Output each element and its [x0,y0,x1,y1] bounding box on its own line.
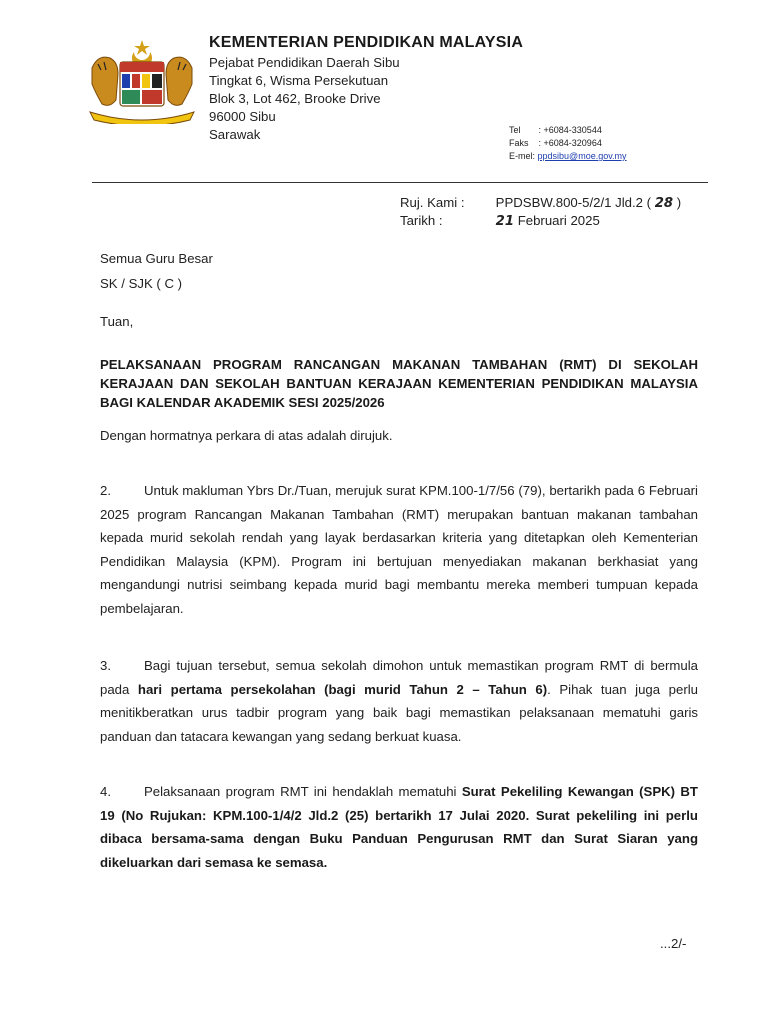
reference-row [400,194,681,212]
paragraph-4 [100,780,698,874]
address-line: Pejabat Pendidikan Daerah Sibu [209,55,400,70]
date-value: Februari 2025 [517,213,600,228]
handwritten-day: 21 [495,214,515,229]
paragraph-emphasis: hari pertama persekolahan (bagi murid Tahun 2 – Tahun 6) [137,681,548,697]
recipient-line: SK / SJK ( C ) [100,276,183,291]
address-line: Blok 3, Lot 462, Brooke Drive [209,91,381,106]
fax-value: : +6084-320964 [538,138,602,148]
reference-value: PPDSBW.800-5/2/1 Jld.2 ( [495,195,652,210]
paragraph-emphasis: Surat Pekeliling Kewangan (SPK) BT 19 (No Rujukan: KPM.100-1/4/2 Jld.2 (25) bertarikh 17 Julai 2020. Surat pekeliling ini perlu dibaca bersama-sama dengan Buku Panduan Pengurusan RMT dan Surat Siaran yang dikeluarkan dari semasa ke semasa. [100,784,698,870]
paragraph-number: 2. [100,483,111,498]
paragraph-text: Untuk makluman Ybrs Dr./Tuan, merujuk surat KPM.100-1/7/56 (79), bertarikh pada 6 Februari 2025 program Rancangan Makanan Tambahan (RMT) merupakan bantuan makanan tambahan kepada murid sekolah rendah yang layak berdasarkan kriteria yang ditetapkan oleh Kementerian Pendidikan Malaysia (KPM). Program ini bertujuan menyediakan makanan berkhasiat yang mengandungi nutrisi seimbang kepada murid bagi membantu mereka memberi tumpuan kepada pembelajaran. [100,483,698,616]
recipient-block [100,246,213,296]
paragraph-number: 3. [100,658,111,673]
fax-label: Faks [509,138,529,148]
page-continuation: ...2/- [660,936,687,951]
paragraph-2 [100,479,698,620]
email-row: E-mel: ppdsibu@moe.gov.my [509,151,627,161]
paragraph-3 [100,654,698,748]
contact-block [509,124,627,163]
email-label: E-mel [509,151,533,161]
address-line: Tingkat 6, Wisma Persekutuan [209,73,389,88]
recipient-line: Semua Guru Besar [100,251,213,266]
handwritten-number: 28 [654,196,674,211]
date-row [400,212,681,230]
address-line: 96000 Sibu [209,109,276,124]
salutation: Tuan, [100,314,134,329]
reference-block [400,194,681,230]
paragraph-text: Pelaksanaan program RMT ini hendaklah mematuhi [144,784,462,799]
header-divider [92,182,708,183]
opening-line: Dengan hormatnya perkara di atas adalah dirujuk. [100,428,393,443]
paragraph-text: . Pihak tuan juga perlu menitikberatkan urus tadbir program yang baik bagi memastikan pelaksanaan mematuhi garis panduan dan tatacara kewangan yang sedang berkuat kuasa. [100,681,698,744]
letter-subject: PELAKSANAAN PROGRAM RANCANGAN MAKANAN TAMBAHAN (RMT) DI SEKOLAH KERAJAAN DAN SEKOLAH BANTUAN KERAJAAN KEMENTERIAN PENDIDIKAN MALAYSIA BAGI KALENDAR AKADEMIK SESI 2025/2026 [100,357,698,410]
date-label: Tarikh : [400,213,443,228]
email-link[interactable]: ppdsibu@moe.gov.my [537,151,627,161]
reference-close: ) [676,195,682,210]
paragraph-text: Bagi tujuan tersebut, semua sekolah dimohon untuk memastikan program RMT di bermula pada [100,658,698,697]
tel-row [509,124,627,137]
tel-label: Tel [509,125,521,135]
malaysia-coat-of-arms-icon [84,38,200,124]
address-line: Sarawak [209,127,261,142]
paragraph-number: 4. [100,784,111,799]
tel-value: : +6084-330544 [538,125,602,135]
ministry-name: KEMENTERIAN PENDIDIKAN MALAYSIA [209,34,524,51]
office-address [209,54,400,144]
reference-label: Ruj. Kami : [400,195,465,210]
fax-row [509,137,627,150]
